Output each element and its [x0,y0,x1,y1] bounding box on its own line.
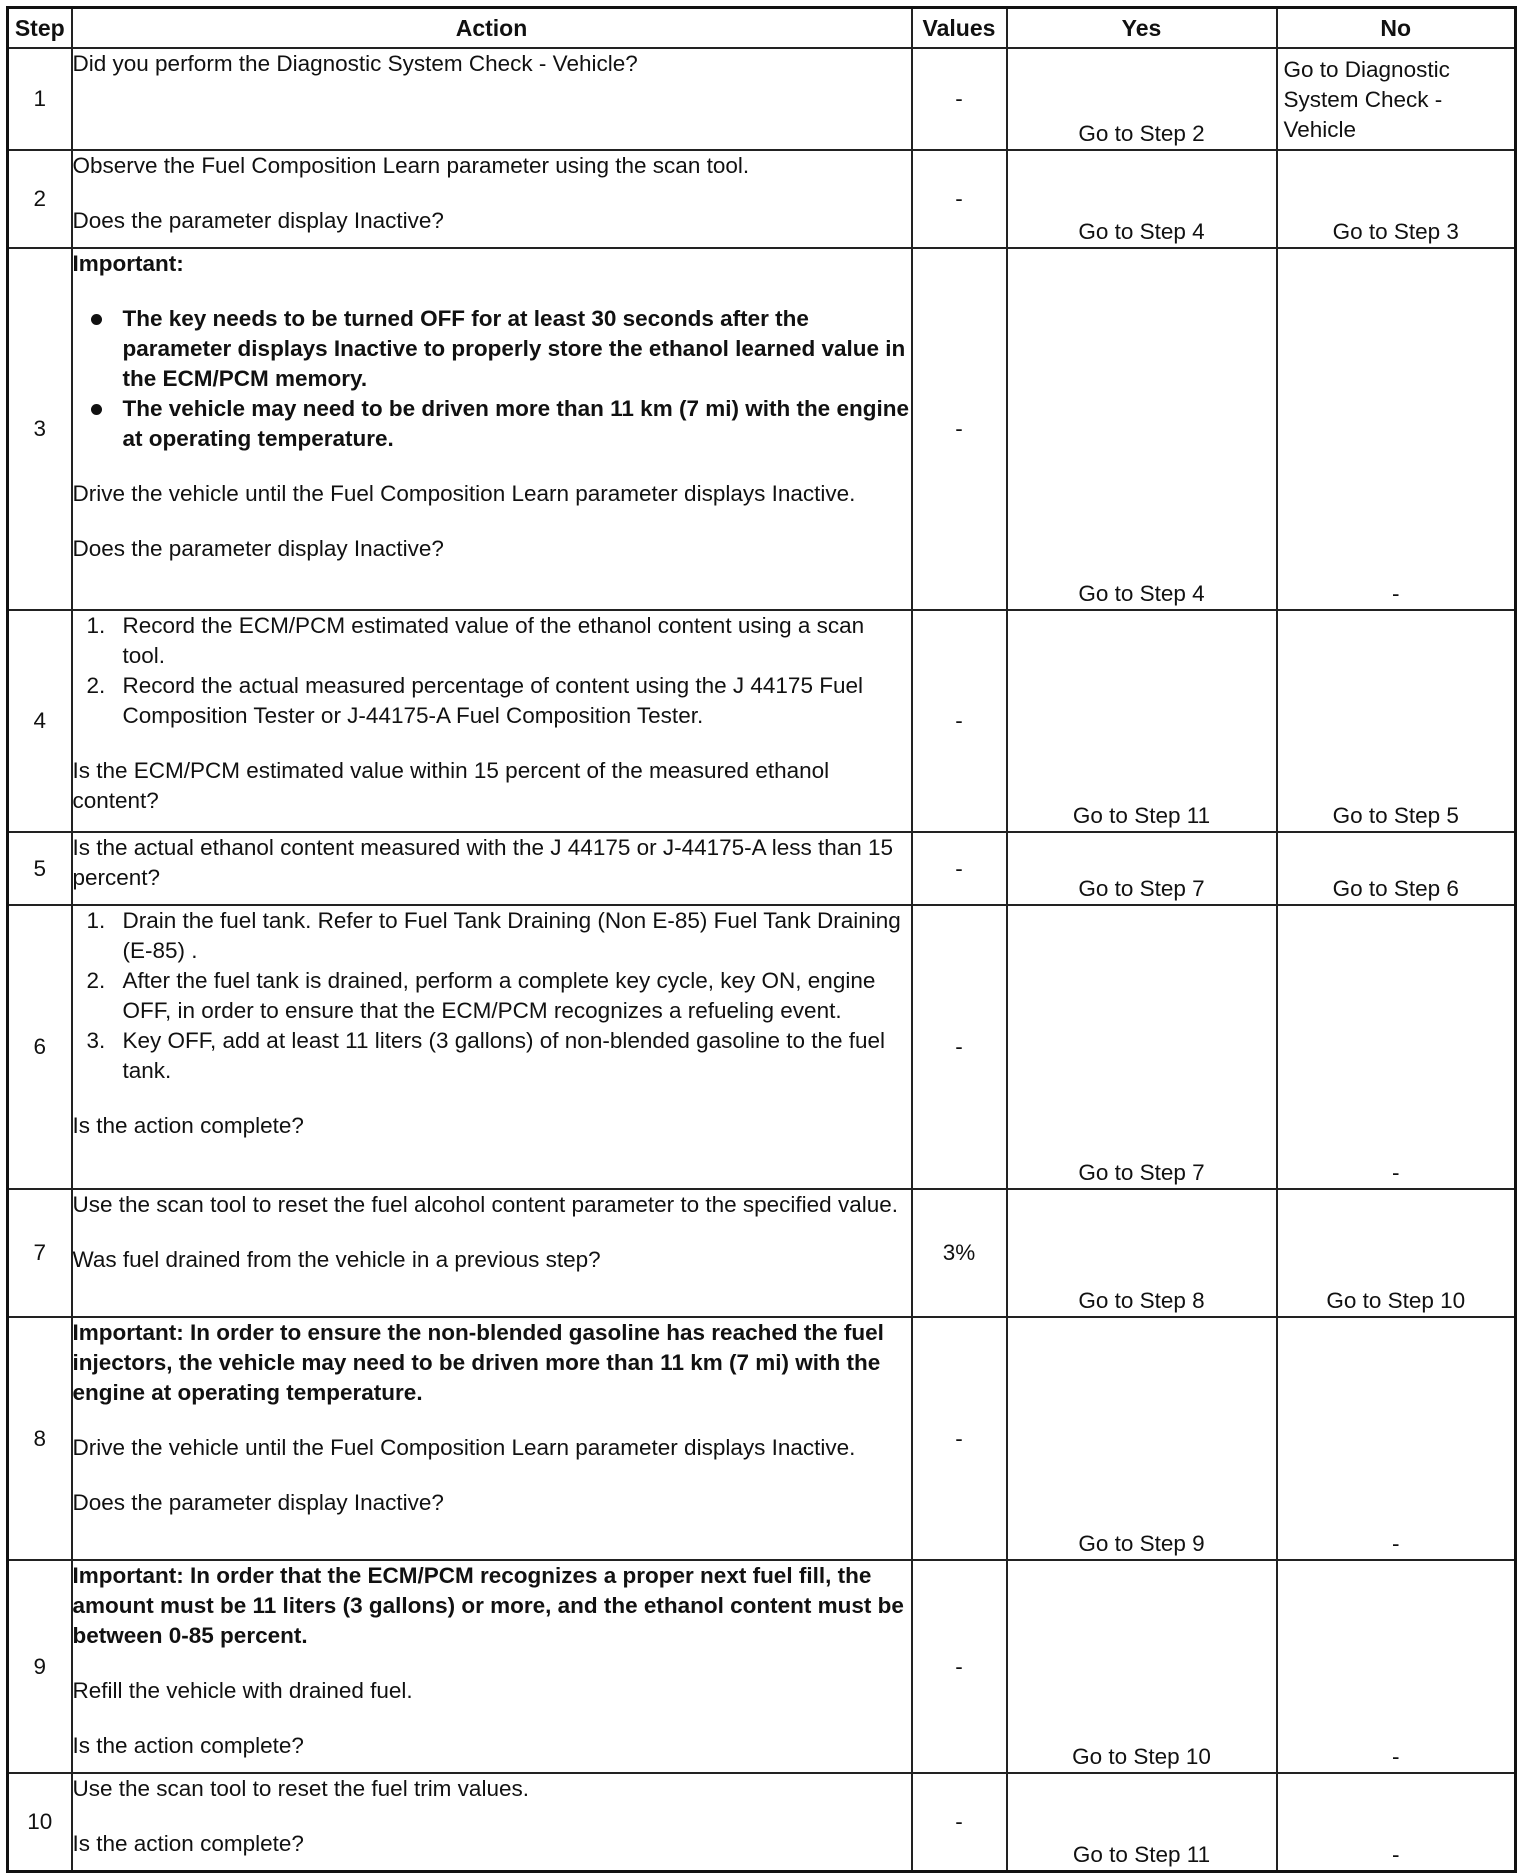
list-number: 1. [86,613,106,638]
list-item [73,906,911,966]
list-number: 3. [86,1028,106,1053]
no-cell: Go to Step 6 [1277,832,1516,905]
list-item [73,671,911,731]
action-text: Did you perform the Diagnostic System Check - Vehicle? [72,51,638,76]
step-number: 3 [8,248,72,610]
list-item [73,611,911,671]
header-step: Step [8,8,72,49]
no-cell: - [1277,905,1516,1189]
action-question: Does the parameter display Inactive? [72,208,444,233]
no-cell: Go to Step 5 [1277,610,1516,832]
yes-cell: Go to Step 10 [1007,1560,1277,1773]
yes-cell: Go to Step 4 [1007,150,1277,248]
important-label: Important: [72,251,184,276]
important-note: Important: In order that the ECM/PCM recognizes a proper next fuel fill, the amount must be 11 liters (3 gallons) or more, and the ethanol content must be between 0-85 percent. [72,1563,904,1648]
bullet-text: The vehicle may need to be driven more than 11 km (7 mi) with the engine at operating temperature. [122,396,909,451]
step-number: 7 [8,1189,72,1317]
step-number: 9 [8,1560,72,1773]
important-bullet-list [73,304,911,454]
value-cell: - [912,610,1007,832]
no-cell: Go to Diagnostic System Check - Vehicle [1277,48,1516,150]
bullet-text: The key needs to be turned OFF for at least 30 seconds after the parameter displays Inactive to properly store the ethanol learned value in the ECM/PCM memory. [122,306,906,391]
value-cell: - [912,248,1007,610]
yes-cell: Go to Step 2 [1007,48,1277,150]
value-cell: - [912,832,1007,905]
yes-cell: Go to Step 7 [1007,905,1277,1189]
action-text: Observe the Fuel Composition Learn parameter using the scan tool. [72,153,750,178]
action-question: Does the parameter display Inactive? [72,536,444,561]
no-cell: - [1277,248,1516,610]
table-row [8,150,1516,248]
action-text: Drive the vehicle until the Fuel Composition Learn parameter displays Inactive. [72,481,856,506]
action-text: Use the scan tool to reset the fuel trim values. [72,1776,529,1801]
action-cell [72,1560,912,1773]
step-number: 10 [8,1773,72,1871]
step-number: 1 [8,48,72,150]
value-cell: - [912,150,1007,248]
action-cell [72,48,912,150]
table-row [8,1317,1516,1560]
action-cell [72,1189,912,1317]
table-row [8,1773,1516,1871]
yes-cell: Go to Step 8 [1007,1189,1277,1317]
no-cell: - [1277,1560,1516,1773]
list-text: Key OFF, add at least 11 liters (3 gallons) of non-blended gasoline to the fuel tank. [122,1028,886,1083]
diagnostic-table [6,6,1517,1873]
list-text: Drain the fuel tank. Refer to Fuel Tank Draining (Non E-85) Fuel Tank Draining (E-85) . [122,908,901,963]
action-text: Drive the vehicle until the Fuel Composition Learn parameter displays Inactive. [72,1435,856,1460]
header-values: Values [912,8,1007,49]
step-number: 8 [8,1317,72,1560]
bullet-item [73,304,911,394]
action-question: Is the action complete? [72,1733,304,1758]
table-row [8,832,1516,905]
list-number: 1. [86,908,106,933]
header-yes: Yes [1007,8,1277,49]
bullet-icon [91,404,102,415]
list-number: 2. [86,968,106,993]
action-text: Is the actual ethanol content measured with the J 44175 or J-44175-A less than 15 percent? [72,835,894,890]
yes-cell: Go to Step 11 [1007,1773,1277,1871]
list-text: After the fuel tank is drained, perform a complete key cycle, key ON, engine OFF, in order to ensure that the ECM/PCM recognizes a refueling event. [122,968,876,1023]
step-number: 6 [8,905,72,1189]
table-row [8,610,1516,832]
no-cell: - [1277,1317,1516,1560]
numbered-list [73,906,911,1086]
yes-cell: Go to Step 7 [1007,832,1277,905]
action-text: Refill the vehicle with drained fuel. [72,1678,413,1703]
table-row [8,48,1516,150]
yes-cell: Go to Step 9 [1007,1317,1277,1560]
step-number: 4 [8,610,72,832]
action-question: Is the action complete? [72,1113,304,1138]
value-cell: - [912,48,1007,150]
action-cell [72,1773,912,1871]
table-row [8,248,1516,610]
no-cell: Go to Step 3 [1277,150,1516,248]
value-cell: - [912,905,1007,1189]
header-action: Action [72,8,912,49]
action-question: Does the parameter display Inactive? [72,1490,444,1515]
action-text: Use the scan tool to reset the fuel alcohol content parameter to the specified value. [72,1192,898,1217]
bullet-item [73,394,911,454]
table-row [8,1189,1516,1317]
important-note: Important: In order to ensure the non-blended gasoline has reached the fuel injectors, the vehicle may need to be driven more than 11 km (7 mi) with the engine at operating temperature. [72,1320,884,1405]
value-cell: - [912,1773,1007,1871]
action-cell [72,248,912,610]
action-cell [72,905,912,1189]
action-cell [72,832,912,905]
action-question: Is the ECM/PCM estimated value within 15 percent of the measured ethanol content? [72,758,830,813]
list-item [73,1026,911,1086]
step-number: 2 [8,150,72,248]
list-number: 2. [86,673,106,698]
value-cell: 3% [912,1189,1007,1317]
no-cell: Go to Step 10 [1277,1189,1516,1317]
action-cell [72,610,912,832]
table-row [8,905,1516,1189]
header-no: No [1277,8,1516,49]
action-question: Is the action complete? [72,1831,304,1856]
table-header-row [8,8,1516,49]
list-item [73,966,911,1026]
list-text: Record the actual measured percentage of content using the J 44175 Fuel Composition Tester or J-44175-A Fuel Composition Tester. [122,673,863,728]
table-row [8,1560,1516,1773]
numbered-list [73,611,911,731]
list-text: Record the ECM/PCM estimated value of the ethanol content using a scan tool. [122,613,865,668]
bullet-icon [91,314,102,325]
yes-cell: Go to Step 11 [1007,610,1277,832]
step-number: 5 [8,832,72,905]
action-cell [72,1317,912,1560]
action-question: Was fuel drained from the vehicle in a previous step? [72,1247,601,1272]
no-cell: - [1277,1773,1516,1871]
yes-cell: Go to Step 4 [1007,248,1277,610]
action-cell [72,150,912,248]
value-cell: - [912,1560,1007,1773]
value-cell: - [912,1317,1007,1560]
